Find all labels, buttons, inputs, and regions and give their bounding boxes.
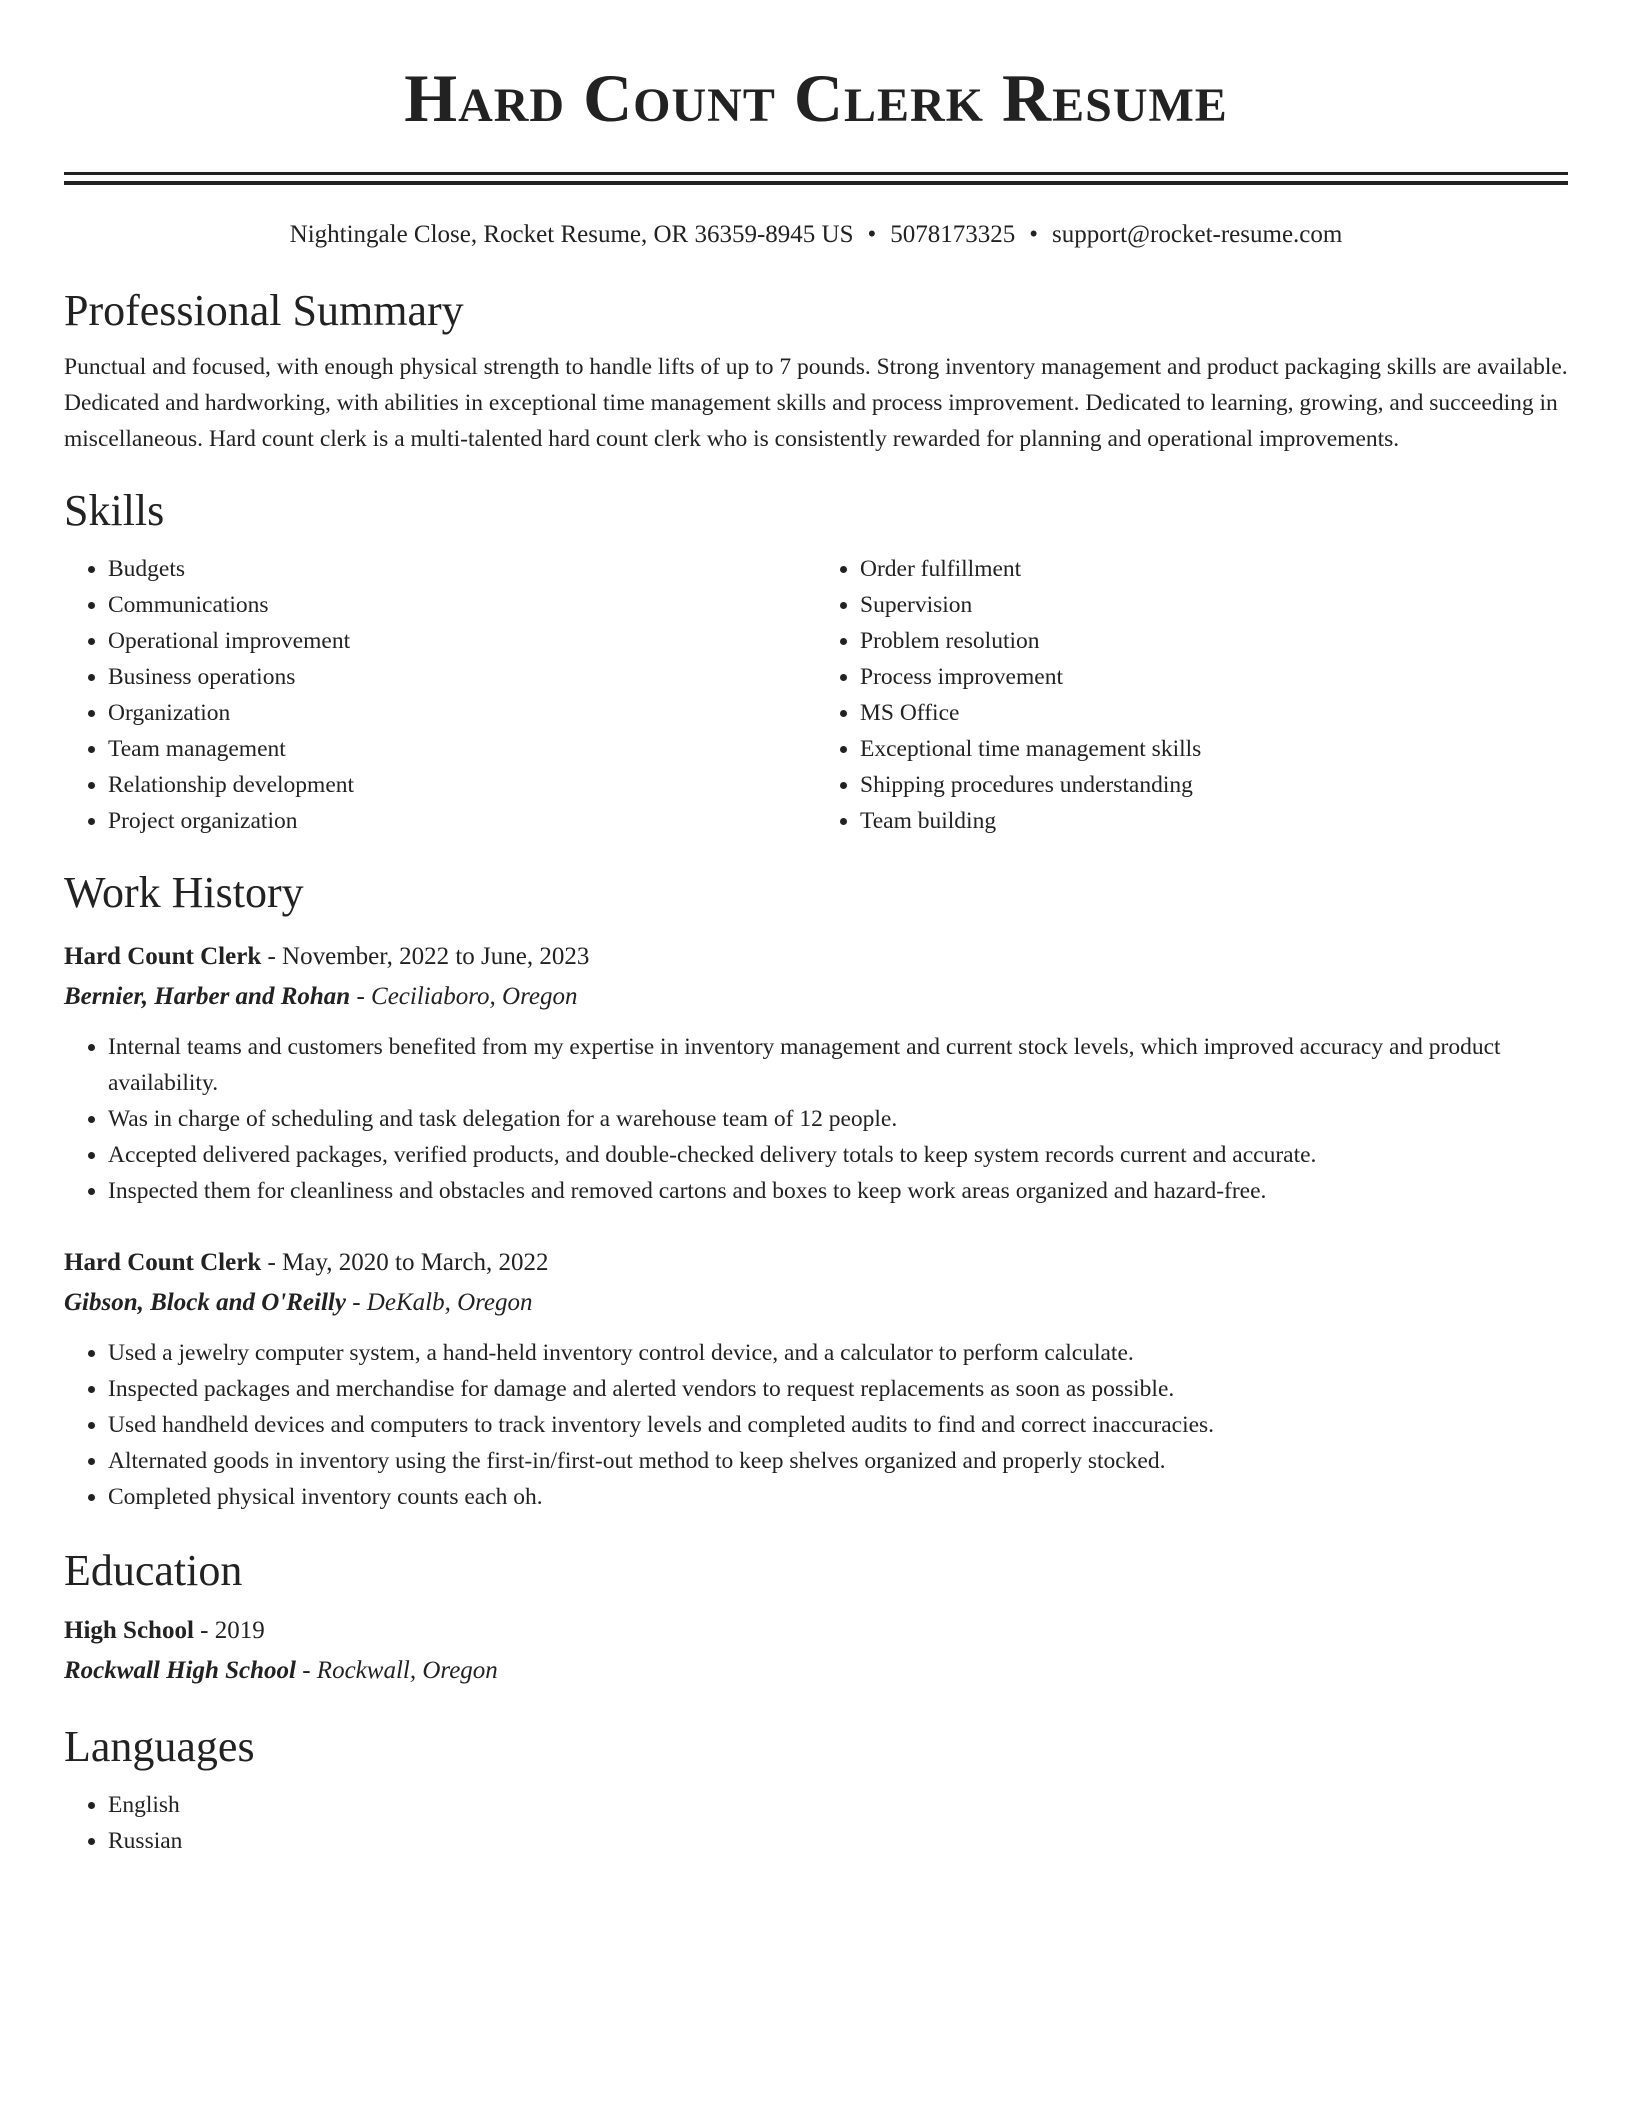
title-divider-thin — [64, 172, 1568, 175]
contact-separator: • — [867, 221, 877, 248]
education-degree-line — [64, 1611, 1568, 1651]
work-history-heading: Work History — [64, 868, 304, 917]
job-company: Gibson, Block and O'Reilly — [64, 1289, 346, 1316]
education-school-line — [64, 1651, 1568, 1691]
job-header — [64, 1243, 1568, 1283]
summary-text: Punctual and focused, with enough physical strength to handle lifts of up to 7 pounds. Strong inventory management and product packaging skills are available. Dedicated and hardworking, with abilities in exceptional time management skills and process improvement. Dedicated to learning, growing, and succeeding in miscellaneous. Hard count clerk is a multi-talented hard count clerk who is consistently rewarded for planning and operational improvements. — [64, 354, 1568, 452]
skill-item: • Operational improvement — [108, 623, 816, 659]
education-location: - Rockwall, Oregon — [295, 1657, 498, 1684]
education-school: Rockwall High School — [64, 1657, 296, 1684]
skills-columns — [64, 551, 1568, 839]
job-location: - DeKalb, Oregon — [345, 1289, 533, 1316]
job-company: Bernier, Harber and Rohan — [64, 983, 351, 1010]
skill-item: • Communications — [108, 587, 816, 623]
job-duty: • Internal teams and customers benefited from my expertise in inventory management and current stock levels, which improved accuracy and product availability. — [108, 1029, 1568, 1101]
skill-item: • Order fulfillment — [860, 551, 1568, 587]
language-item: • English — [108, 1787, 1568, 1823]
languages-list — [64, 1787, 1568, 1859]
skill-item: • Organization — [108, 695, 816, 731]
resume-title: Hard Count Clerk Resume — [404, 60, 1228, 136]
job-duty: • Inspected packages and merchandise for damage and alerted vendors to request replacements as soon as possible. — [108, 1371, 1568, 1407]
education-degree: High School — [64, 1617, 194, 1644]
job-employer — [64, 1283, 1568, 1323]
job-duty: • Completed physical inventory counts each oh. — [108, 1479, 1568, 1515]
job-duties-list — [64, 1335, 1568, 1515]
job-duty: • Used a jewelry computer system, a hand-held inventory control device, and a calculator to perform calculate. — [108, 1335, 1568, 1371]
job-header — [64, 937, 1568, 977]
summary-heading: Professional Summary — [64, 286, 464, 335]
skills-heading: Skills — [64, 486, 165, 535]
job-entry — [64, 937, 1568, 1209]
skill-item: • Exceptional time management skills — [860, 731, 1568, 767]
job-dates: - May, 2020 to March, 2022 — [261, 1249, 549, 1276]
skills-list-right — [816, 551, 1568, 839]
skill-item: • Process improvement — [860, 659, 1568, 695]
skill-item: • MS Office — [860, 695, 1568, 731]
education-heading: Education — [64, 1546, 243, 1595]
contact-line — [64, 219, 1568, 251]
languages-heading: Languages — [64, 1722, 255, 1771]
job-duty: • Inspected them for cleanliness and obstacles and removed cartons and boxes to keep work areas organized and hazard-free. — [108, 1173, 1568, 1209]
job-employer — [64, 977, 1568, 1017]
skill-item: • Budgets — [108, 551, 816, 587]
skills-list-left — [64, 551, 816, 839]
contact-email: support@rocket-resume.com — [1052, 221, 1343, 248]
skill-item: • Project organization — [108, 803, 816, 839]
job-duties-list — [64, 1029, 1568, 1209]
job-title: Hard Count Clerk — [64, 943, 262, 970]
education-year: - 2019 — [193, 1617, 265, 1644]
skill-item: • Supervision — [860, 587, 1568, 623]
job-dates: - November, 2022 to June, 2023 — [261, 943, 590, 970]
job-duty: • Used handheld devices and computers to track inventory levels and completed audits to find and correct inaccuracies. — [108, 1407, 1568, 1443]
skill-item: • Shipping procedures understanding — [860, 767, 1568, 803]
skill-item: • Team building — [860, 803, 1568, 839]
job-title: Hard Count Clerk — [64, 1249, 262, 1276]
skill-item: • Problem resolution — [860, 623, 1568, 659]
job-duty: • Accepted delivered packages, verified products, and double-checked delivery totals to keep system records current and accurate. — [108, 1137, 1568, 1173]
contact-separator: • — [1029, 221, 1039, 248]
contact-phone: 5078173325 — [890, 221, 1016, 248]
title-divider-thick — [64, 181, 1568, 185]
language-item: • Russian — [108, 1823, 1568, 1859]
skill-item: • Team management — [108, 731, 816, 767]
job-duty: • Was in charge of scheduling and task delegation for a warehouse team of 12 people. — [108, 1101, 1568, 1137]
skill-item: • Business operations — [108, 659, 816, 695]
job-duty: • Alternated goods in inventory using the first-in/first-out method to keep shelves organized and properly stocked. — [108, 1443, 1568, 1479]
job-entry — [64, 1243, 1568, 1515]
contact-address: Nightingale Close, Rocket Resume, OR 36359-8945 US — [289, 221, 854, 248]
job-location: - Ceciliaboro, Oregon — [350, 983, 578, 1010]
education-entry — [64, 1611, 1568, 1691]
skill-item: • Relationship development — [108, 767, 816, 803]
